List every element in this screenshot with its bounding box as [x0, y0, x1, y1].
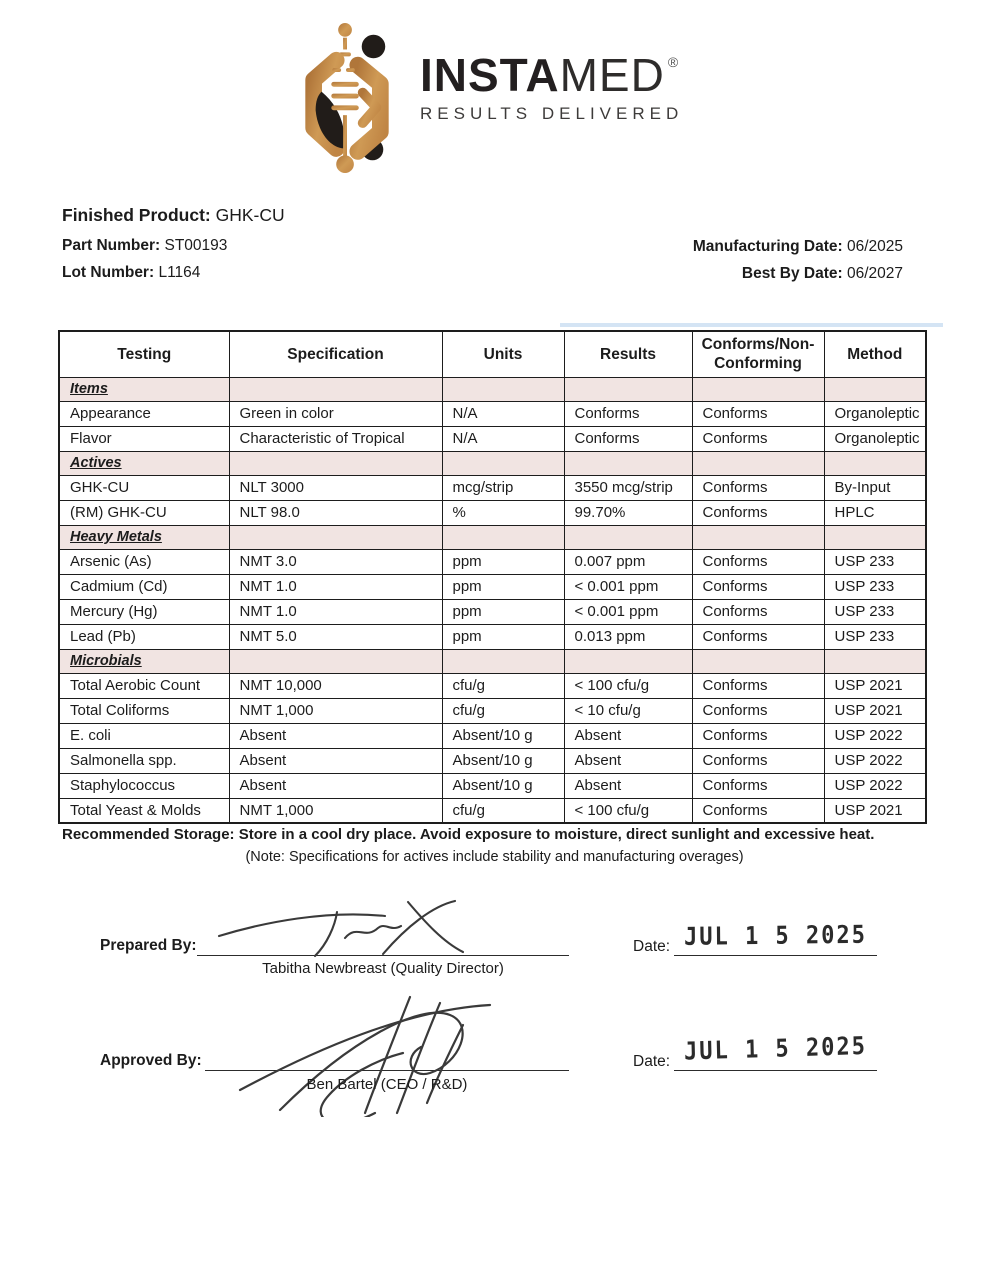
empty-cell: [692, 525, 824, 549]
section-label: Heavy Metals: [59, 525, 229, 549]
cell-conforms: Conforms: [692, 475, 824, 500]
cell-units: cfu/g: [442, 673, 564, 698]
empty-cell: [229, 525, 442, 549]
prepared-date-label: Date:: [633, 938, 671, 955]
cell-testing: Total Aerobic Count: [59, 673, 229, 698]
cell-specification: NLT 98.0: [229, 500, 442, 525]
part-number-line: [62, 237, 285, 255]
cell-specification: NMT 10,000: [229, 673, 442, 698]
cell-method: USP 233: [824, 624, 926, 649]
cell-method: USP 2021: [824, 698, 926, 723]
cell-testing: Arsenic (As): [59, 549, 229, 574]
instamed-logo: [288, 22, 708, 174]
cell-specification: Absent: [229, 773, 442, 798]
cell-testing: Cadmium (Cd): [59, 574, 229, 599]
cell-units: ppm: [442, 574, 564, 599]
cell-testing: E. coli: [59, 723, 229, 748]
prepared-date-stamp: JUL 1 5 2025: [683, 921, 868, 952]
cell-specification: NMT 5.0: [229, 624, 442, 649]
cell-testing: Total Yeast & Molds: [59, 798, 229, 823]
cell-results: Absent: [564, 773, 692, 798]
manufacturing-date-label: Manufacturing Date:: [692, 238, 843, 255]
empty-cell: [824, 377, 926, 401]
cell-conforms: Conforms: [692, 673, 824, 698]
spec-note: (Note: Specifications for actives include stability and manufacturing overages): [245, 849, 744, 865]
empty-cell: [824, 525, 926, 549]
date-info-block: [693, 238, 903, 292]
lot-number-label: Lot Number:: [62, 264, 155, 281]
cell-units: ppm: [442, 599, 564, 624]
cell-conforms: Conforms: [692, 401, 824, 426]
cell-results: Conforms: [564, 401, 692, 426]
cell-method: HPLC: [824, 500, 926, 525]
storage-note: Recommended Storage: Store in a cool dry place. Avoid exposure to moisture, direct sunlight and excessive heat.: [62, 826, 875, 843]
empty-cell: [229, 649, 442, 673]
cell-testing: Total Coliforms: [59, 698, 229, 723]
cell-units: Absent/10 g: [442, 723, 564, 748]
manufacturing-date-value: 06/2025: [846, 238, 903, 255]
cell-units: Absent/10 g: [442, 748, 564, 773]
cell-testing: Salmonella spp.: [59, 748, 229, 773]
best-by-date-line: [693, 265, 903, 283]
best-by-date-label: Best By Date:: [741, 265, 843, 282]
header-specification: Specification: [229, 331, 442, 377]
lot-number-line: [62, 264, 285, 282]
cell-results: < 0.001 ppm: [564, 599, 692, 624]
cell-results: 0.007 ppm: [564, 549, 692, 574]
table-row-cadmium: [59, 574, 926, 599]
cell-specification: Characteristic of Tropical: [229, 426, 442, 451]
cell-conforms: Conforms: [692, 748, 824, 773]
table-row-rm-ghk-cu: [59, 500, 926, 525]
cell-results: 99.70%: [564, 500, 692, 525]
cell-specification: NLT 3000: [229, 475, 442, 500]
table-row-salmonella: [59, 748, 926, 773]
cell-specification: NMT 1,000: [229, 798, 442, 823]
table-row-mercury: [59, 599, 926, 624]
cell-conforms: Conforms: [692, 426, 824, 451]
cell-conforms: Conforms: [692, 599, 824, 624]
section-row-heavy-metals: [59, 525, 926, 549]
brand-light-text: MED: [559, 49, 665, 101]
cell-method: By-Input: [824, 475, 926, 500]
empty-cell: [564, 649, 692, 673]
registered-trademark-icon: ®: [667, 54, 680, 70]
table-row-appearance: [59, 401, 926, 426]
cell-testing: Lead (Pb): [59, 624, 229, 649]
results-table: [58, 330, 927, 824]
table-row-e-coli: [59, 723, 926, 748]
header-units: Units: [442, 331, 564, 377]
finished-product-line: [62, 205, 285, 226]
cell-units: ppm: [442, 549, 564, 574]
cell-testing: Mercury (Hg): [59, 599, 229, 624]
approved-signature-line: [205, 1035, 569, 1071]
cell-conforms: Conforms: [692, 574, 824, 599]
cell-method: USP 2022: [824, 748, 926, 773]
header-testing: Testing: [59, 331, 229, 377]
cell-conforms: Conforms: [692, 624, 824, 649]
cell-specification: NMT 1,000: [229, 698, 442, 723]
table-row-staphylococcus: [59, 773, 926, 798]
empty-cell: [229, 451, 442, 475]
cell-specification: NMT 3.0: [229, 549, 442, 574]
header-conforms: Conforms/Non-Conforming: [692, 331, 824, 377]
header-method: Method: [824, 331, 926, 377]
cell-method: USP 233: [824, 574, 926, 599]
empty-cell: [564, 451, 692, 475]
part-number-label: Part Number:: [62, 237, 161, 254]
cell-results: Absent: [564, 748, 692, 773]
table-row-lead: [59, 624, 926, 649]
finished-product-label: Finished Product:: [62, 205, 211, 225]
cell-method: USP 233: [824, 599, 926, 624]
section-row-actives: [59, 451, 926, 475]
cell-results: < 10 cfu/g: [564, 698, 692, 723]
cell-conforms: Conforms: [692, 500, 824, 525]
cell-testing: Appearance: [59, 401, 229, 426]
cell-units: %: [442, 500, 564, 525]
cell-conforms: Conforms: [692, 723, 824, 748]
cell-units: ppm: [442, 624, 564, 649]
cell-conforms: Conforms: [692, 549, 824, 574]
approved-by-label: Approved By:: [100, 1052, 202, 1069]
cell-results: < 0.001 ppm: [564, 574, 692, 599]
prepared-by-label: Prepared By:: [100, 937, 197, 954]
table-row-total-coliforms: [59, 698, 926, 723]
cell-specification: NMT 1.0: [229, 574, 442, 599]
approved-by-name: Ben Bartel (CEO / R&D): [306, 1076, 468, 1093]
instamed-dna-logo-icon: [288, 22, 406, 174]
lot-number-value: L1164: [158, 264, 201, 281]
cell-results: Conforms: [564, 426, 692, 451]
cell-specification: Green in color: [229, 401, 442, 426]
cell-method: USP 2021: [824, 798, 926, 823]
empty-cell: [442, 451, 564, 475]
cell-units: cfu/g: [442, 798, 564, 823]
section-label: Actives: [59, 451, 229, 475]
cell-results: < 100 cfu/g: [564, 673, 692, 698]
cell-units: cfu/g: [442, 698, 564, 723]
approved-date-label: Date:: [633, 1053, 671, 1070]
cell-results: 3550 mcg/strip: [564, 475, 692, 500]
cell-results: < 100 cfu/g: [564, 798, 692, 823]
brand-wordmark: [420, 49, 707, 101]
finished-product-value: GHK-CU: [215, 205, 285, 225]
table-row-flavor: [59, 426, 926, 451]
prepared-by-name: Tabitha Newbreast (Quality Director): [262, 960, 504, 977]
section-label: Items: [59, 377, 229, 401]
table-row-arsenic: [59, 549, 926, 574]
section-row-items: [59, 377, 926, 401]
part-number-value: ST00193: [164, 237, 228, 254]
table-row-total-aerobic-count: [59, 673, 926, 698]
cell-results: Absent: [564, 723, 692, 748]
empty-cell: [692, 649, 824, 673]
scan-artifact-line: [560, 323, 943, 327]
table-row-ghk-cu: [59, 475, 926, 500]
cell-units: N/A: [442, 426, 564, 451]
empty-cell: [824, 451, 926, 475]
product-info-block: [62, 205, 285, 291]
empty-cell: [442, 525, 564, 549]
empty-cell: [692, 377, 824, 401]
cell-testing: Staphylococcus: [59, 773, 229, 798]
brand-tagline: RESULTS DELIVERED: [420, 104, 684, 123]
cell-method: USP 2021: [824, 673, 926, 698]
best-by-date-value: 06/2027: [846, 265, 903, 282]
empty-cell: [564, 377, 692, 401]
header-results: Results: [564, 331, 692, 377]
cell-units: Absent/10 g: [442, 773, 564, 798]
empty-cell: [692, 451, 824, 475]
cell-specification: Absent: [229, 748, 442, 773]
cell-conforms: Conforms: [692, 773, 824, 798]
empty-cell: [442, 377, 564, 401]
cell-testing: GHK-CU: [59, 475, 229, 500]
cell-units: mcg/strip: [442, 475, 564, 500]
section-row-microbials: [59, 649, 926, 673]
approved-date-stamp: JUL 1 5 2025: [683, 1032, 868, 1067]
empty-cell: [824, 649, 926, 673]
cell-specification: Absent: [229, 723, 442, 748]
cell-results: 0.013 ppm: [564, 624, 692, 649]
cell-conforms: Conforms: [692, 698, 824, 723]
brand-bold-text: INSTA: [420, 49, 560, 101]
cell-conforms: Conforms: [692, 798, 824, 823]
cell-method: USP 2022: [824, 773, 926, 798]
cell-method: Organoleptic: [824, 401, 926, 426]
table-row-total-yeast-molds: [59, 798, 926, 823]
cell-method: USP 2022: [824, 723, 926, 748]
cell-specification: NMT 1.0: [229, 599, 442, 624]
cell-units: N/A: [442, 401, 564, 426]
empty-cell: [564, 525, 692, 549]
cell-method: Organoleptic: [824, 426, 926, 451]
section-label: Microbials: [59, 649, 229, 673]
cell-method: USP 233: [824, 549, 926, 574]
empty-cell: [442, 649, 564, 673]
table-header-row: [59, 331, 926, 377]
cell-testing: (RM) GHK-CU: [59, 500, 229, 525]
manufacturing-date-line: [693, 238, 903, 256]
cell-testing: Flavor: [59, 426, 229, 451]
prepared-signature-line: [197, 920, 569, 956]
empty-cell: [229, 377, 442, 401]
